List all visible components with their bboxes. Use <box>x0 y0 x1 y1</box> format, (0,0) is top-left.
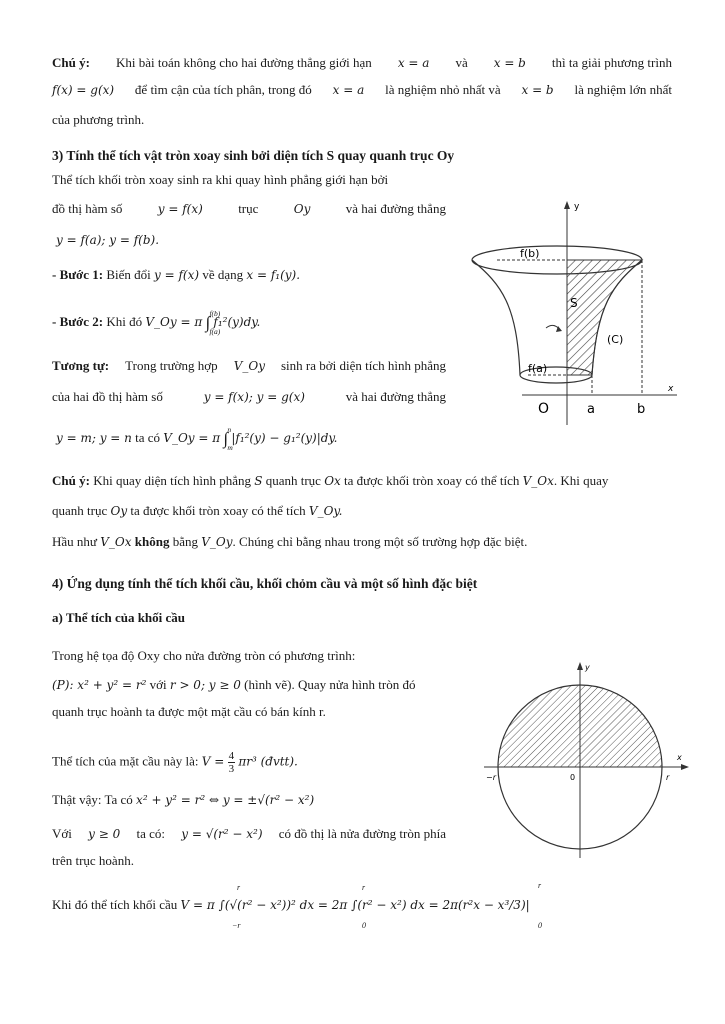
upper-limit: n <box>227 425 232 435</box>
step2 <box>52 309 261 337</box>
section3-heading: 3) Tính thể tích vật tròn xoay sinh bởi diện tích S quay quanh trục Oy <box>52 148 455 163</box>
y-axis-label: y <box>585 663 590 672</box>
neg-r-label: −r <box>486 773 496 782</box>
math: y = m; y = n <box>56 431 132 445</box>
text: . Chúng chỉ bằng nhau trong một số trường hợp đặc biệt. <box>232 534 528 549</box>
math: |f₁²(y) − g₁²(y)|dy. <box>231 431 338 445</box>
text: (hình vẽ). Quay nửa hình tròn đó <box>244 677 416 692</box>
text: đồ thị hàm số <box>52 201 123 216</box>
fb-label: f(b) <box>520 247 540 260</box>
math: V_Ox <box>522 474 554 488</box>
sec3-p1-line2 <box>52 201 446 217</box>
math: V_Oy <box>201 535 233 549</box>
math: y = f(x) <box>154 268 200 282</box>
step-label: - Bước 1: <box>52 267 104 282</box>
text: của hai đồ thị hàm số <box>52 389 163 404</box>
limit-up2: r <box>362 883 366 892</box>
text: thì ta giải phương trình <box>551 55 672 70</box>
note-label: Chú ý: <box>52 473 90 488</box>
x-axis-label: x <box>677 753 682 762</box>
note2-line1 <box>52 473 608 489</box>
math: y = f(x) <box>157 202 203 216</box>
text: . Khi quay <box>553 473 609 488</box>
text: quanh trục <box>265 473 321 488</box>
text: ta được khối tròn xoay có thể tích <box>130 503 306 518</box>
proof-line <box>52 792 314 808</box>
lower-limit: m <box>227 443 233 453</box>
text: trục <box>238 201 259 216</box>
c-label: (C) <box>607 333 624 346</box>
math: V_Oy = π <box>163 431 221 445</box>
pos-r-label: r <box>666 773 670 782</box>
math: S <box>254 474 263 488</box>
emphasis: không <box>134 534 170 549</box>
text: là nghiệm nhỏ nhất và <box>385 82 501 97</box>
origin-label: O <box>538 401 550 417</box>
lower-limit: f(a) <box>209 327 221 337</box>
text: bằng <box>172 534 198 549</box>
section4a-heading: a) Thể tích của khối cầu <box>52 610 186 625</box>
zero-label: 0 <box>570 773 576 782</box>
math: y = √(r² − x²) <box>181 827 263 841</box>
math: f(x) = g(x) <box>52 83 115 97</box>
text: và hai đường thẳng <box>345 201 446 216</box>
figure-oy-rotation <box>462 195 682 435</box>
math: f₁²(y)dy. <box>213 315 261 329</box>
text: để tìm cận của tích phân, trong đó <box>134 82 312 97</box>
math: y ≥ 0 <box>88 827 121 841</box>
sec4-p1-line1 <box>52 648 446 664</box>
x-axis-label: x <box>668 384 674 394</box>
text: Khi đó <box>106 314 143 329</box>
math: Oy <box>293 202 311 216</box>
text: Trong hệ tọa độ Oxy cho nửa đường tròn có phương trình: <box>52 648 356 663</box>
figure-semicircle <box>472 650 697 865</box>
note2-line2 <box>52 503 342 519</box>
text: ta có <box>135 430 161 445</box>
text: Thật vậy: Ta có <box>52 792 133 807</box>
y-axis-label: y <box>574 202 580 212</box>
section4-heading: 4) Ứng dụng tính thể tích khối cầu, khối chỏm cầu và một số hình đặc biệt <box>52 576 478 591</box>
text: quanh trục <box>52 503 108 518</box>
sec4-p1-line2 <box>52 677 415 693</box>
math: x = f₁(y). <box>246 268 301 282</box>
text: Với <box>52 826 72 841</box>
math: r > 0; y ≥ 0 <box>169 678 241 692</box>
text: Hầu như <box>52 534 97 549</box>
step-label: - Bước 2: <box>52 314 104 329</box>
fa-label: f(a) <box>528 362 548 375</box>
b-label: b <box>637 402 646 417</box>
similar-line3 <box>56 425 338 453</box>
with-line2: trên trục hoành. <box>52 853 134 868</box>
denominator: 3 <box>228 763 235 775</box>
sec4-p1-line3: quanh trục hoành ta được một mặt cầu có bán kính r. <box>52 704 326 719</box>
math: V_Oy = π <box>145 315 203 329</box>
numerator: 4 <box>228 750 235 762</box>
math: (P): x² + y² = r² <box>52 678 147 692</box>
math: Oy <box>110 504 128 518</box>
math: V_Ox <box>100 535 132 549</box>
math: πr³ (đvtt). <box>238 754 298 769</box>
limit-up3: r <box>538 881 542 890</box>
note1-line2 <box>52 82 672 98</box>
text: Thể tích của mặt cầu này là: <box>52 753 199 769</box>
math: V = <box>201 754 225 769</box>
limit-up1: r <box>237 883 241 892</box>
text: Biến đổi <box>106 267 151 282</box>
upper-limit: f(b) <box>209 309 221 319</box>
math: x = b <box>521 83 554 97</box>
math: V = π ∫(√(r² − x²))² dx = 2π ∫(r² − x²) dx = 2π(r²x − x³/3)| <box>180 898 530 912</box>
sphere-volume <box>52 750 298 775</box>
sec3-p1-line3: y = f(a); y = f(b). <box>56 233 160 247</box>
note1-line1 <box>52 55 672 71</box>
final-formula <box>52 897 530 913</box>
s-label: S <box>570 296 578 310</box>
integral-sign: ∫ f(b) f(a) <box>205 315 210 331</box>
text: Khi quay diện tích hình phẳng <box>93 473 251 488</box>
limit-lo2: 0 <box>362 921 366 930</box>
note2-line3 <box>52 534 527 550</box>
note-label: Chú ý: <box>52 55 90 70</box>
text: và hai đường thẳng <box>345 389 446 404</box>
region-s <box>567 260 642 375</box>
text: ta có: <box>136 826 165 841</box>
text: Khi đó thể tích khối cầu <box>52 897 178 912</box>
math: x = a <box>332 83 365 97</box>
math: y = f(x); y = g(x) <box>203 390 305 404</box>
note1-line3: của phương trình. <box>52 112 145 127</box>
a-label: a <box>587 402 595 417</box>
text: Khi bài toán không cho hai đường thẳng giới hạn <box>115 55 372 70</box>
text: về dạng <box>202 267 244 282</box>
step1 <box>52 267 300 283</box>
sec3-p1-line1: Thể tích khối tròn xoay sinh ra khi quay hình phẳng giới hạn bởi <box>52 172 389 187</box>
similar-line1 <box>52 358 446 374</box>
math: V_Oy. <box>308 504 343 518</box>
text: và <box>455 55 468 70</box>
math: x = b <box>493 56 526 70</box>
math: V_Oy <box>233 359 265 373</box>
limit-lo3: 0 <box>538 921 542 930</box>
math: x = a <box>397 56 430 70</box>
text: với <box>149 677 167 692</box>
with-line1 <box>52 826 446 842</box>
text: có đồ thị là nửa đường tròn phía <box>278 826 446 841</box>
limit-lo1: −r <box>232 921 241 930</box>
fraction <box>228 750 236 775</box>
text: là nghiệm lớn nhất <box>574 82 672 97</box>
similar-line2 <box>52 389 446 405</box>
math: x² + y² = r² ⇔ y = ±√(r² − x²) <box>136 793 315 807</box>
text: ta được khối tròn xoay có thể tích <box>344 473 520 488</box>
math: Ox <box>324 474 341 488</box>
integral-sign: ∫ n m <box>223 431 228 447</box>
text: sinh ra bởi diện tích hình phẳng <box>280 358 446 373</box>
label: Tương tự: <box>52 358 110 373</box>
text: Trong trường hợp <box>125 358 218 373</box>
